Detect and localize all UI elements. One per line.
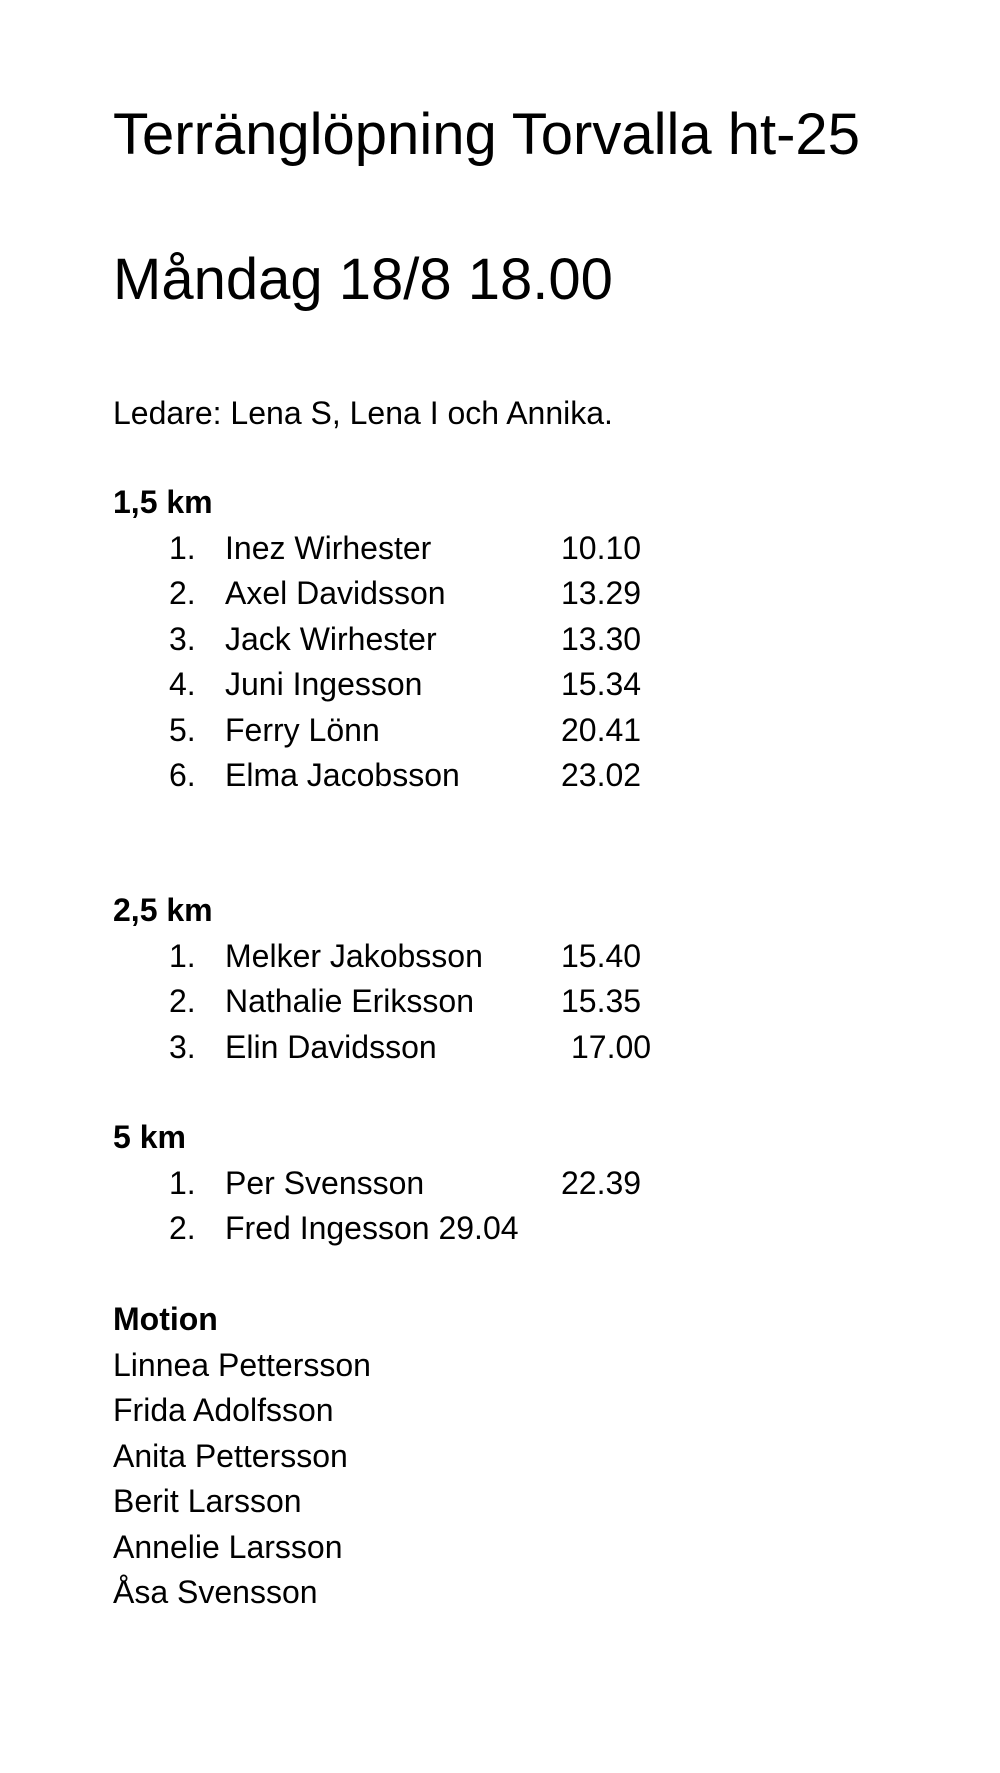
result-time: 23.02 [561,757,642,793]
result-name: Inez Wirhester [225,529,432,566]
result-name: Elin Davidsson [225,1028,437,1065]
list-item: Frida Adolfsson [113,1392,334,1428]
leaders-line: Ledare: Lena S, Lena I och Annika. [113,395,613,431]
result-name: Ferry Lönn [225,711,380,748]
list-item: Åsa Svensson [113,1574,318,1610]
result-name: Per Svensson [225,1164,425,1201]
result-name: Axel Davidsson [225,575,446,611]
result-rank: 3. [169,620,196,657]
result-time: 15.40 [561,937,642,974]
result-name: Fred Ingesson 29.04 [225,1210,519,1246]
section-2-5-km [113,888,913,1070]
result-row [113,708,913,754]
result-rank: 5. [169,711,196,748]
result-row [113,1025,913,1071]
result-row [113,662,913,708]
result-name: Nathalie Eriksson [225,983,474,1019]
result-rank: 2. [169,1210,196,1246]
result-row [113,753,913,799]
section-1-5-km [113,480,913,799]
result-rank: 1. [169,1164,196,1201]
result-time: 17.00 [571,1028,652,1065]
result-rank: 3. [169,1028,196,1065]
list-item: Anita Pettersson [113,1437,348,1474]
event-date-heading: Måndag 18/8 18.00 [113,247,613,312]
list-item: Linnea Pettersson [113,1346,371,1383]
list-item: Berit Larsson [113,1483,302,1519]
result-rank: 6. [169,757,196,793]
result-time: 13.30 [561,620,642,657]
section-5-km [113,1115,913,1252]
result-name: Melker Jakobsson [225,937,483,974]
results-list [113,934,913,1071]
result-rank: 2. [169,983,196,1019]
result-rank: 2. [169,575,196,611]
section-motion [113,1297,913,1616]
section-heading: 1,5 km [113,484,213,520]
result-rank: 1. [169,529,196,566]
results-list [113,1161,913,1252]
result-rank: 4. [169,666,196,702]
result-name: Elma Jacobsson [225,757,460,793]
result-name: Juni Ingesson [225,666,423,702]
result-time: 15.35 [561,983,642,1019]
result-time: 15.34 [561,666,642,702]
result-row [113,617,913,663]
section-heading: 2,5 km [113,892,213,928]
results-list [113,526,913,799]
result-row [113,934,913,980]
list-item: Annelie Larsson [113,1528,343,1565]
result-row [113,526,913,572]
result-time: 10.10 [561,529,642,566]
result-rank: 1. [169,937,196,974]
result-row [113,979,913,1025]
result-name: Jack Wirhester [225,620,437,657]
result-time: 22.39 [561,1164,642,1201]
result-row [113,1161,913,1207]
result-time: 20.41 [561,711,642,748]
page-title: Terränglöpning Torvalla ht-25 [113,102,860,167]
motion-list [113,1343,913,1616]
result-row [113,571,913,617]
result-time: 13.29 [561,575,642,611]
section-heading: 5 km [113,1119,186,1155]
result-row [113,1206,913,1252]
section-heading: Motion [113,1301,218,1337]
